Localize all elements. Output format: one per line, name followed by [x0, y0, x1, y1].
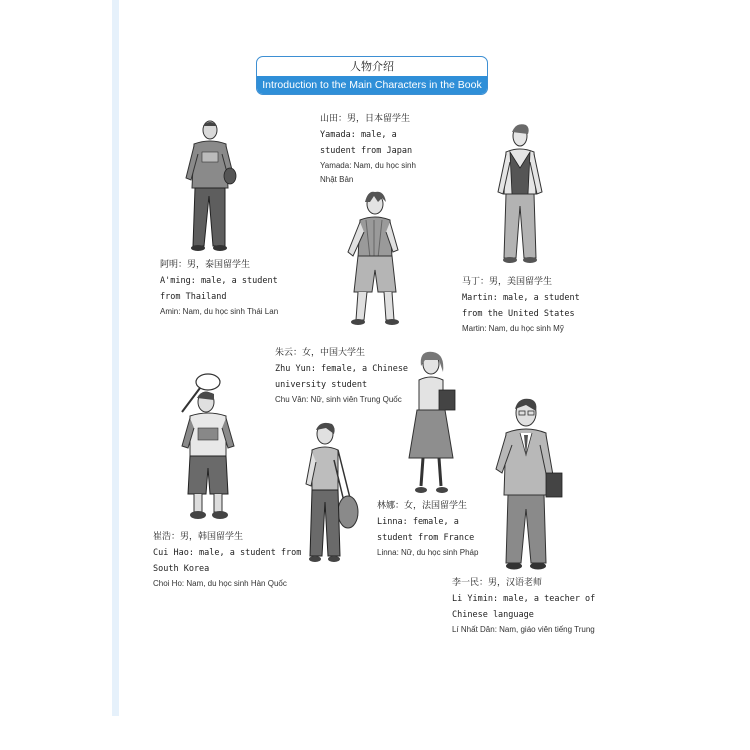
- linna-desc-en: Linna: female, a student from France: [377, 517, 475, 543]
- cuihao-desc-vi: Choi Ho: Nam, du học sinh Hàn Quốc: [153, 579, 287, 588]
- aming-desc-vi: Amin: Nam, du học sinh Thái Lan: [160, 307, 279, 316]
- zhuyun-desc-vi: Chu Vân: Nữ, sinh viên Trung Quốc: [275, 395, 402, 404]
- caption-linna: [377, 499, 478, 560]
- caption-yamada: [320, 112, 416, 187]
- yamada-name-cn: 山田：男，日本留学生: [320, 114, 411, 124]
- liyimin-illustration: [488, 395, 568, 575]
- yamada-desc-en: Yamada: male, a student from Japan: [320, 130, 413, 156]
- caption-liyimin: [452, 576, 595, 637]
- aming-name-cn: 阿明：男，泰国留学生: [160, 260, 251, 270]
- martin-desc-en: Martin: male, a student from the United States: [462, 293, 580, 319]
- liyimin-desc-vi: Lí Nhất Dân: Nam, giáo viên tiếng Trung: [452, 625, 595, 634]
- zhuyun-illustration: [298, 420, 360, 568]
- martin-illustration: [490, 122, 550, 267]
- aming-desc-en: A'ming: male, a student from Thailand: [160, 276, 278, 302]
- zhuyun-desc-en: Zhu Yun: female, a Chinese university student: [275, 364, 409, 390]
- page-spine: [112, 0, 119, 716]
- linna-name-cn: 林娜：女，法国留学生: [377, 501, 468, 511]
- cuihao-desc-en: Cui Hao: male, a student from South Korea: [153, 548, 302, 574]
- linna-desc-vi: Linna: Nữ, du học sinh Pháp: [377, 548, 479, 557]
- caption-cuihao: [153, 530, 301, 591]
- martin-name-cn: 马丁：男，美国留学生: [462, 277, 553, 287]
- section-header: [256, 56, 488, 95]
- liyimin-name-cn: 李一民：男，汉语老师: [452, 578, 543, 588]
- yamada-desc-vi: Yamada: Nam, du học sinh Nhật Bản: [320, 161, 416, 184]
- yamada-illustration: [340, 190, 410, 330]
- caption-aming: [160, 258, 278, 319]
- cuihao-illustration: [170, 372, 250, 527]
- linna-illustration: [405, 350, 463, 500]
- liyimin-desc-en: Li Yimin: male, a teacher of Chinese language: [452, 594, 596, 620]
- caption-zhuyun: [275, 346, 408, 407]
- aming-illustration: [180, 118, 240, 253]
- header-title-en: Introduction to the Main Characters in the Book: [257, 76, 487, 94]
- martin-desc-vi: Martin: Nam, du học sinh Mỹ: [462, 324, 564, 333]
- caption-martin: [462, 275, 580, 336]
- zhuyun-name-cn: 朱云：女，中国大学生: [275, 348, 366, 358]
- header-title-cn: 人物介绍: [350, 60, 394, 73]
- cuihao-name-cn: 崔浩：男，韩国留学生: [153, 532, 244, 542]
